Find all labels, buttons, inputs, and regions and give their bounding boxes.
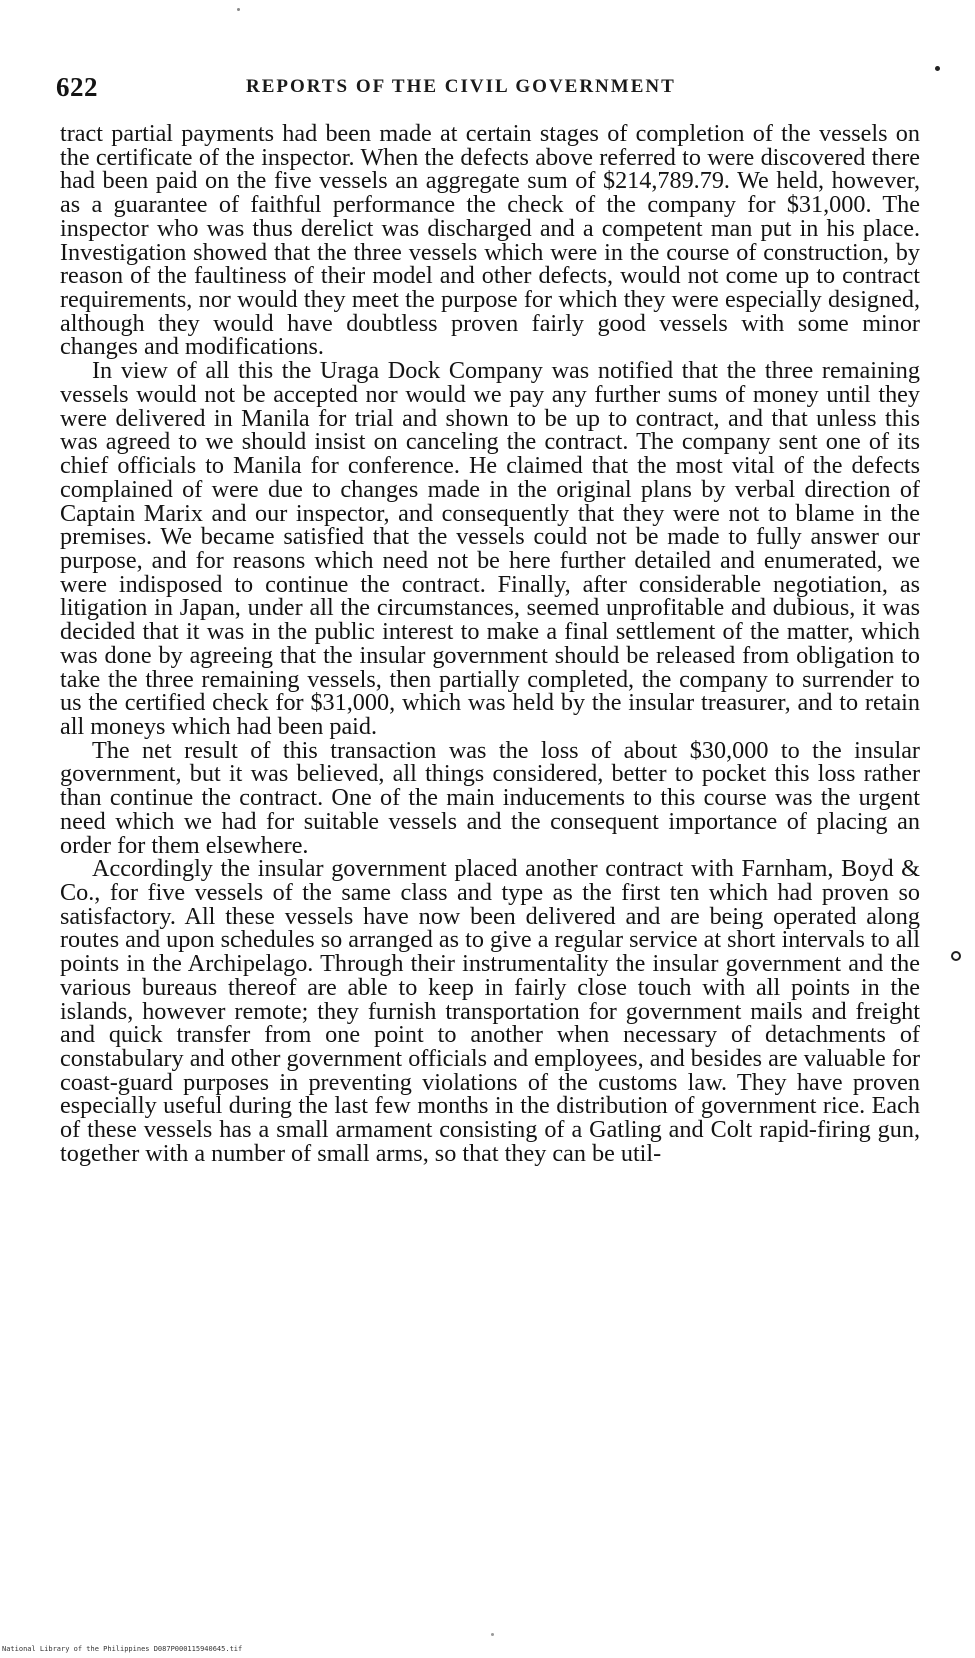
scan-footer-note: National Library of the Philippines D087P000115940645.tif — [2, 1645, 243, 1653]
page-header — [56, 72, 916, 112]
paragraph-2: In view of all this the Uraga Dock Company was notified that the three remaining vessels would not be accepted nor would we pay any further sums of money until they were delivered in Manila for trial and shown to be up to contract, and that unless this was agreed to we should insist on canceling the contract. The company sent one of its chief officials to Manila for conference. He claimed that the most vital of the defects complained of were due to changes made in the original plans by verbal direction of Captain Marix and our inspector, and consequently that they were not to blame in the premises. We became satisfied that the vessels could not be made to fully answer our purpose, and for reasons which need not be here further detailed and enumerated, we were indisposed to continue the contract. Finally, after considerable negotiation, as litigation in Japan, under all the circumstances, seemed unprofitable and dubious, it was decided that it was in the public interest to make a final settlement of the matter, which was done by agreeing that the insular government should be released from obligation to take the three remaining vessels, then partially completed, the company to surrender to us the certified check for $31,000, which was held by the insular treasurer, and to retain all moneys which had been paid. — [60, 357, 920, 740]
running-head: REPORTS OF THE CIVIL GOVERNMENT — [246, 76, 676, 97]
ink-speck — [491, 1633, 494, 1636]
page-number: 622 — [56, 72, 98, 102]
paragraph-4: Accordingly the insular government placed another contract with Farnham, Boyd & Co., for five vessels of the same class and type as the first ten which had proven so satisfactory. All these vessels have now been delivered and are being operated along routes and upon schedules so arranged as to give a regular service at short intervals to all points in the Archipelago. Through their instrumentality the insular government and the various bureaus thereof are able to keep in fairly close touch with all points in the islands, however remote; they furnish transportation for government mails and freight and quick transfer from one point to another when necessary of detachments of constabulary and other government officials and employees, and besides are valuable for coast-guard purposes in preventing violations of the customs law. They have proven especially useful during the last few months in the distribution of government rice. Each of these vessels has a small armament consisting of a Gatling and Colt rapid-firing gun, together with a number of small arms, so that they can be util- — [60, 855, 920, 1167]
body-text — [60, 122, 920, 1166]
paragraph-1: tract partial payments had been made at certain stages of completion of the vessels on the certificate of the inspector. When the defects above referred to were discovered there had been paid on the five vessels an aggregate sum of $214,789.79. We held, however, as a guarantee of faithful performance the check of the company for $31,000. The inspector who was thus derelict was discharged and a competent man put in his place. Investigation showed that the three vessels which were in the course of construction, by reason of the faultiness of their model and other defects, would not come up to contract requirements, nor would they meet the purpose for which they were especially designed, although they would have doubtless proven fairly good vessels with some minor changes and modifications. — [60, 120, 920, 361]
ink-ring-mark — [951, 951, 961, 961]
ink-speck — [935, 66, 940, 71]
paragraph-3: The net result of this transaction was the loss of about $30,000 to the insular government, but it was believed, all things considered, better to pocket this loss rather than continue the contract. One of the main inducements to this course was the urgent need which we had for suitable vessels and the consequent importance of placing an order for them elsewhere. — [60, 736, 920, 859]
ink-speck — [237, 8, 240, 11]
